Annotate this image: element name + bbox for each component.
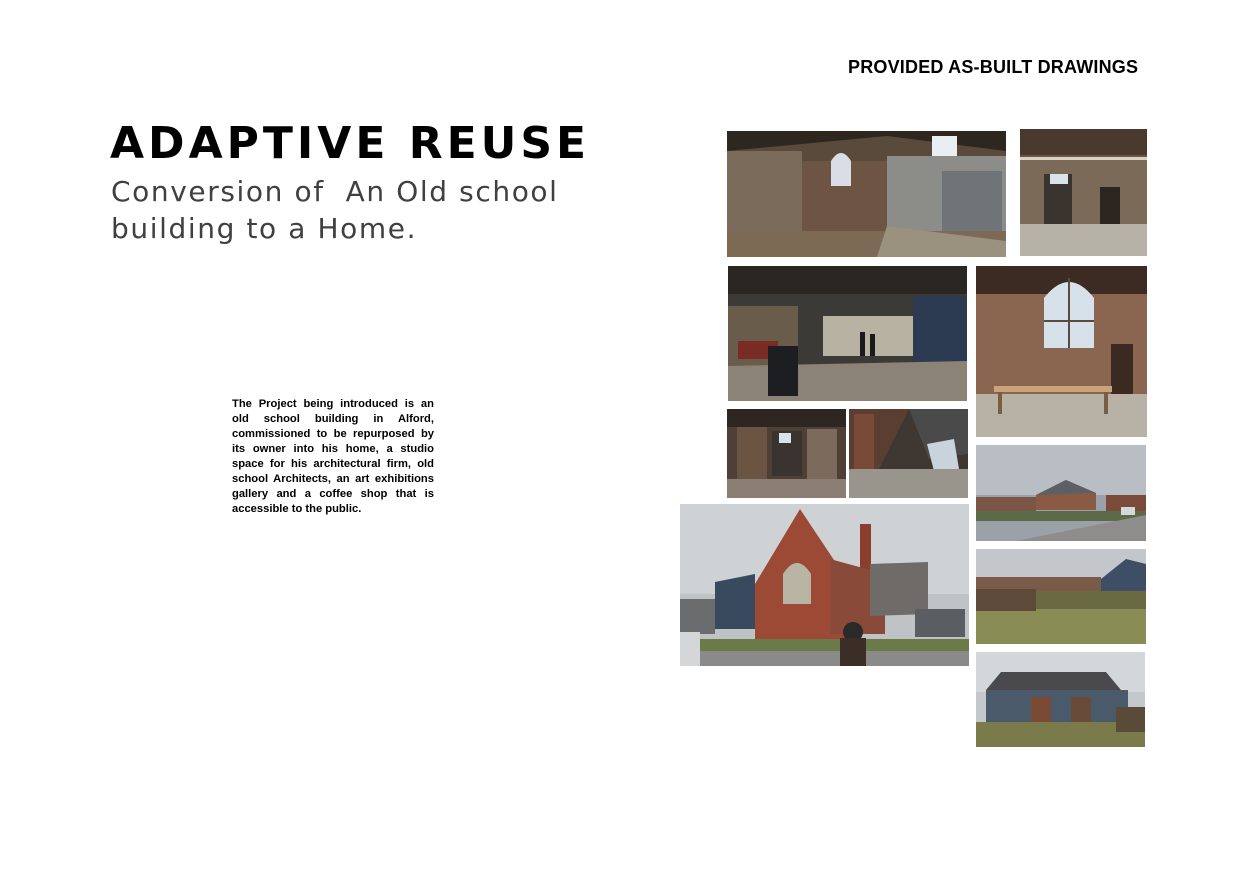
photo-exterior-yard (976, 549, 1146, 644)
photo-interior-hall (727, 131, 1006, 257)
photo-exterior-church (680, 504, 969, 666)
photo-interior-gothic-window (976, 266, 1147, 437)
subtitle-line-1: Conversion of An Old school (111, 175, 559, 208)
subtitle-line-2: building to a Home. (111, 212, 418, 245)
photo-interior-workshop (728, 266, 967, 401)
photo-interior-roof (849, 409, 968, 498)
page-title: ADAPTIVE REUSE (110, 118, 591, 169)
page-subtitle (111, 173, 631, 247)
photo-exterior-street (976, 445, 1146, 541)
photo-exterior-shed (976, 652, 1145, 747)
section-label: PROVIDED AS-BUILT DRAWINGS (848, 57, 1139, 77)
project-description: The Project being introduced is an old school building in Alford, commissioned to be repurposed by its owner into his home, a studio space for his architectural firm, old school Architects, an art exhibitions gallery and a coffee shop that is accessible to the public. (232, 398, 434, 515)
photo-interior-doorway (1020, 129, 1147, 256)
photo-interior-small-room (727, 409, 846, 498)
